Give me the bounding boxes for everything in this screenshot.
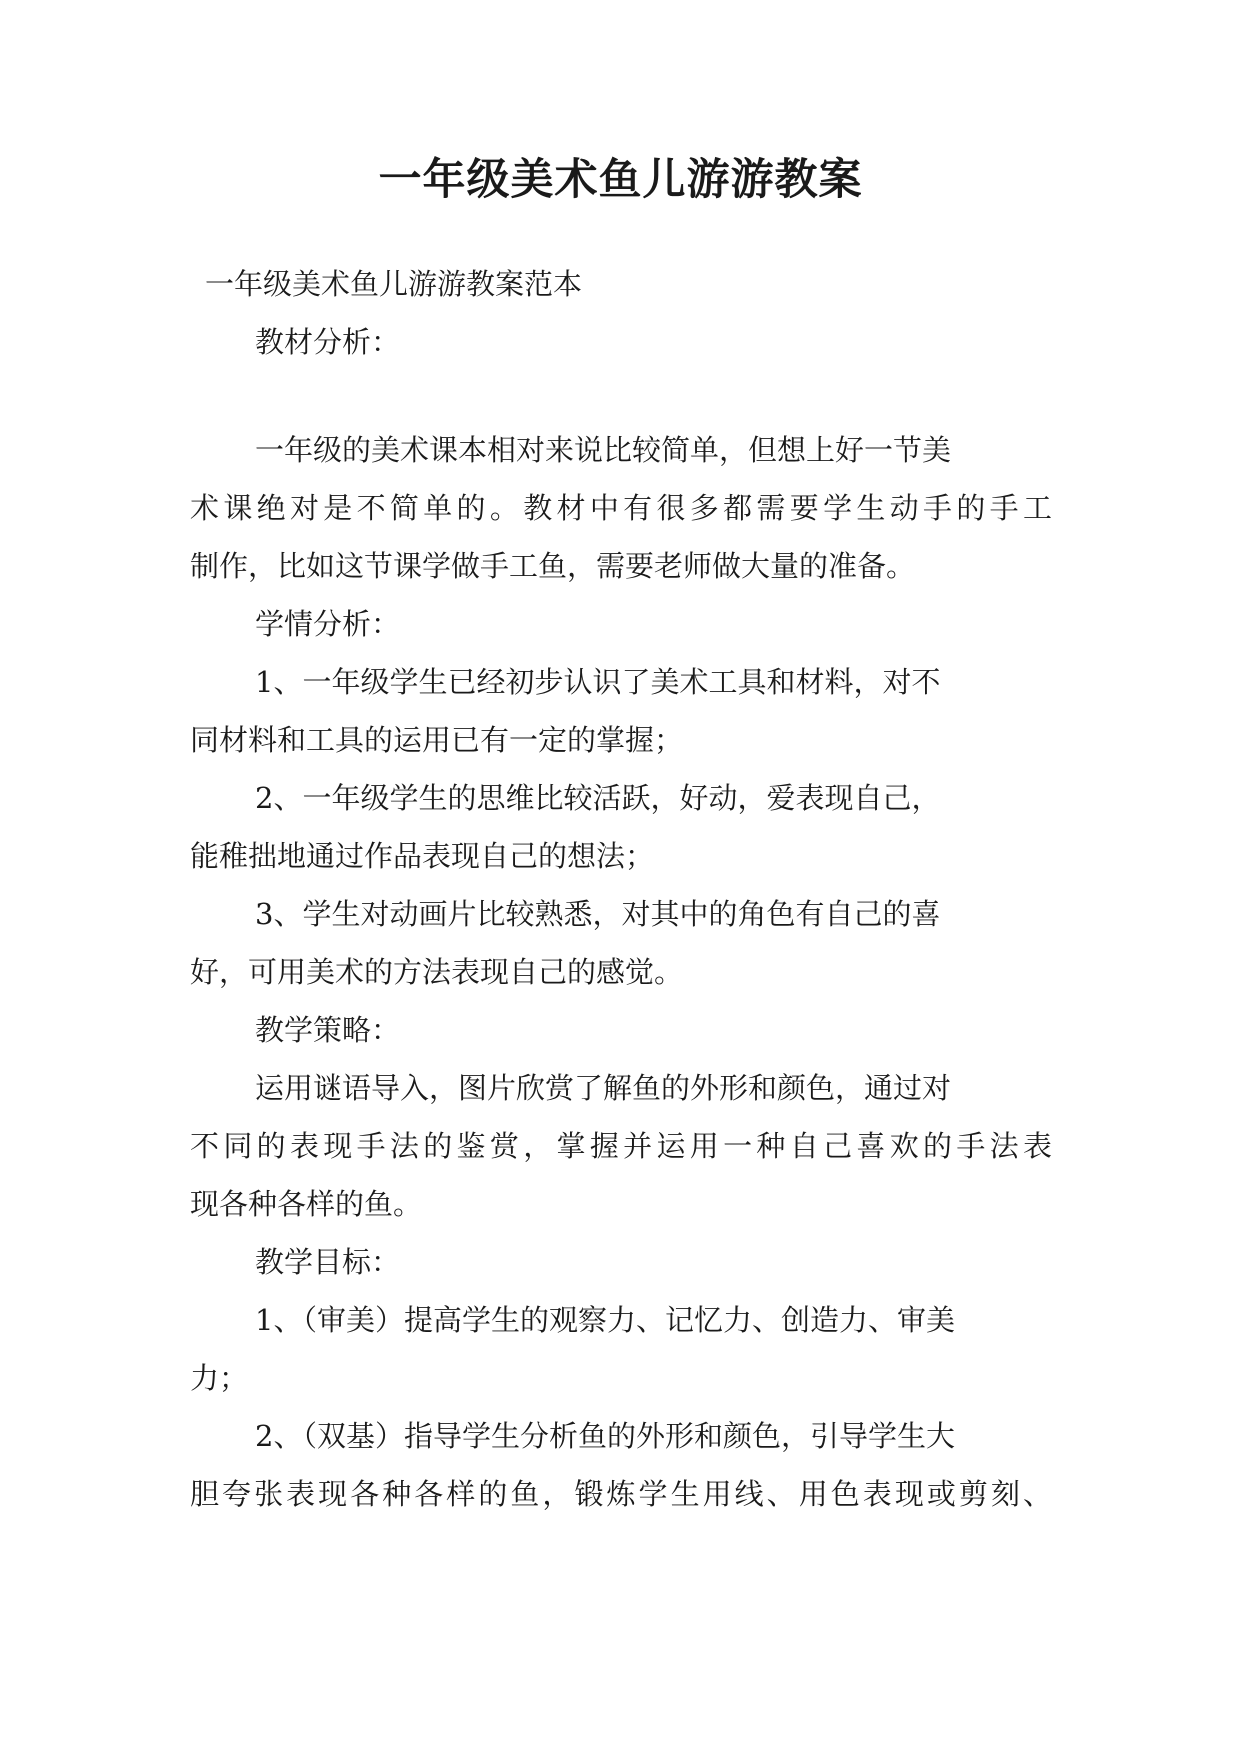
paragraph-line: 制作，比如这节课学做手工鱼，需要老师做大量的准备。 [190, 549, 916, 583]
section-heading-teaching-strategy: 教学策略： [255, 1013, 401, 1047]
paragraph-line: 胆夸张表现各种各样的鱼，锻炼学生用线、用色表现或剪刻、 [190, 1477, 1052, 1511]
section-heading-teaching-goals: 教学目标： [255, 1245, 401, 1279]
paragraph-line: 好，可用美术的方法表现自己的感觉。 [190, 955, 684, 989]
paragraph-line: 术课绝对是不简单的。教材中有很多都需要学生动手的手工 [190, 491, 1052, 525]
document-title: 一年级美术鱼儿游游教案 [378, 155, 863, 205]
paragraph-line: 能稚拙地通过作品表现自己的想法； [190, 839, 655, 873]
paragraph-line: 力； [190, 1361, 249, 1395]
paragraph-line: 3、学生对动画片比较熟悉，对其中的角色有自己的喜 [255, 897, 941, 931]
paragraph-line: 1、（审美）提高学生的观察力、记忆力、创造力、审美 [255, 1303, 955, 1337]
paragraph-line: 现各种各样的鱼。 [190, 1187, 423, 1221]
section-heading-material-analysis: 教材分析： [255, 325, 401, 359]
paragraph-line: 一年级的美术课本相对来说比较简单，但想上好一节美 [255, 433, 952, 467]
section-heading-student-analysis: 学情分析： [255, 607, 401, 641]
paragraph-line: 运用谜语导入，图片欣赏了解鱼的外形和颜色，通过对 [255, 1071, 952, 1105]
document-subtitle: 一年级美术鱼儿游游教案范本 [205, 267, 583, 301]
paragraph-line: 2、（双基）指导学生分析鱼的外形和颜色，引导学生大 [255, 1419, 955, 1453]
paragraph-line: 不同的表现手法的鉴赏，掌握并运用一种自己喜欢的手法表 [190, 1129, 1052, 1163]
paragraph-line: 1、一年级学生已经初步认识了美术工具和材料，对不 [255, 665, 941, 699]
paragraph-line: 同材料和工具的运用已有一定的掌握； [190, 723, 684, 757]
paragraph-line: 2、一年级学生的思维比较活跃，好动，爱表现自己， [255, 781, 941, 815]
